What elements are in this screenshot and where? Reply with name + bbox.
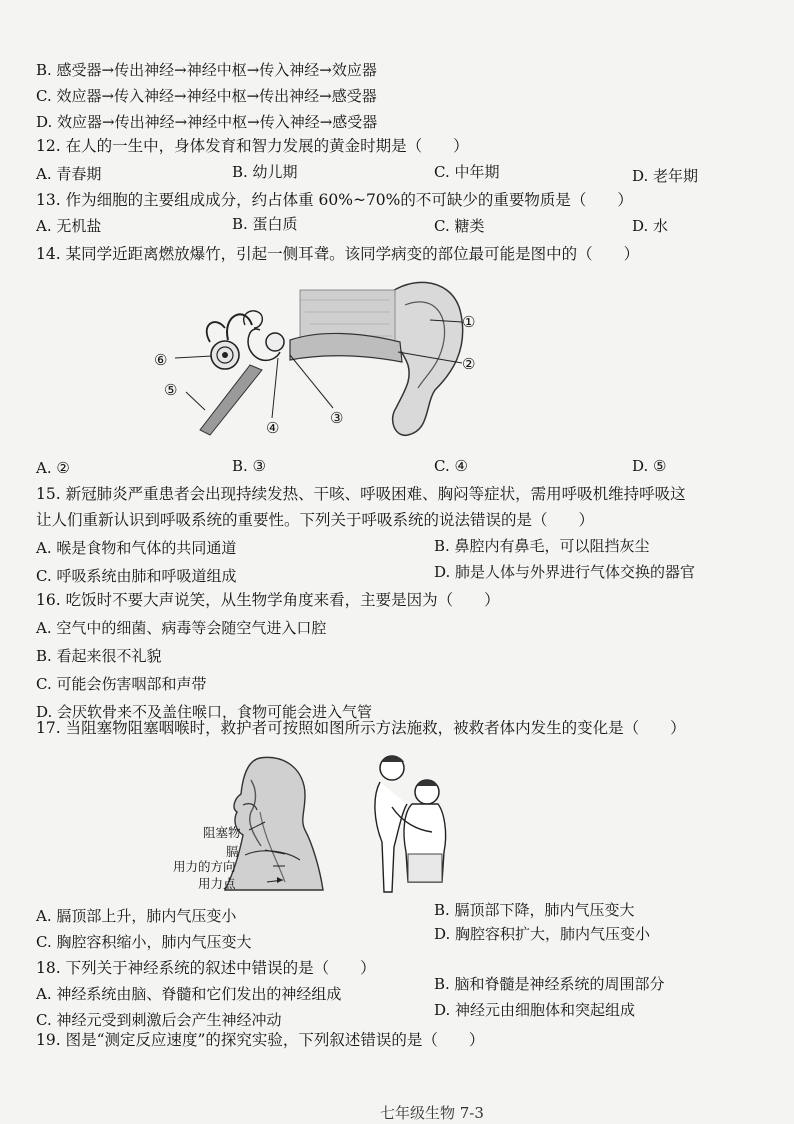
- q17-option-d: D. 胸腔容积扩大，肺内气压变小: [434, 925, 651, 943]
- q18-option-c: C. 神经元受到刺激后会产生神经冲动: [36, 1011, 282, 1029]
- q18-option-b: B. 脑和脊髓是神经系统的周围部分: [434, 975, 665, 993]
- q13-option-c: C. 糖类: [434, 217, 485, 235]
- q16-option-c: C. 可能会伤害咽部和声带: [36, 675, 207, 693]
- ear-label-4: ④: [266, 419, 280, 437]
- q12-stem: 12. 在人的一生中，身体发育和智力发展的黄金时期是（ ）: [36, 137, 469, 155]
- ear-label-5: ⑤: [164, 381, 178, 399]
- q17-option-b: B. 膈顶部下降，肺内气压变大: [434, 901, 635, 919]
- q14-option-c: C. ④: [434, 457, 468, 475]
- q18-option-d: D. 神经元由细胞体和突起组成: [434, 1001, 636, 1019]
- page-footer: 七年级生物 7-3: [380, 1104, 484, 1122]
- q12-option-d: D. 老年期: [632, 167, 699, 185]
- heimlich-label-force-direction: 用力的方向: [173, 859, 236, 874]
- heimlich-label-obstruction: 阻塞物: [203, 825, 241, 840]
- q17-option-c: C. 胸腔容积缩小，肺内气压变大: [36, 933, 252, 951]
- q15-option-a: A. 喉是食物和气体的共同通道: [36, 539, 237, 557]
- ear-label-3: ③: [330, 409, 344, 427]
- q17-stem: 17. 当阻塞物阻塞咽喉时，救护者可按照如图所示方法施救，被救者体内发生的变化是（ ）: [36, 719, 686, 737]
- q14-option-b: B. ③: [232, 457, 267, 475]
- q16-option-a: A. 空气中的细菌、病毒等会随空气进入口腔: [36, 619, 327, 637]
- q18-stem: 18. 下列关于神经系统的叙述中错误的是（ ）: [36, 959, 376, 977]
- ear-anatomy-figure: [150, 270, 550, 450]
- heimlich-label-force-point: 用力点: [198, 876, 236, 891]
- q13-option-a: A. 无机盐: [36, 217, 102, 235]
- heimlich-label-diaphragm: 膈: [226, 844, 239, 859]
- q16-option-b: B. 看起来很不礼貌: [36, 647, 162, 665]
- q14-option-a: A. ②: [36, 459, 70, 477]
- q12-option-c: C. 中年期: [434, 163, 500, 181]
- q15-option-d: D. 肺是人体与外界进行气体交换的器官: [434, 563, 696, 581]
- q11-option-b: B. 感受器→传出神经→神经中枢→传入神经→效应器: [36, 61, 377, 79]
- ear-label-2: ②: [462, 355, 476, 373]
- q12-option-b: B. 幼儿期: [232, 163, 298, 181]
- q13-option-b: B. 蛋白质: [232, 215, 298, 233]
- q15-stem-line1: 15. 新冠肺炎严重患者会出现持续发热、干咳、呼吸困难、胸闷等症状，需用呼吸机维持呼吸这: [36, 485, 686, 503]
- q15-option-b: B. 鼻腔内有鼻毛，可以阻挡灰尘: [434, 537, 650, 555]
- q16-option-d: D. 会厌软骨来不及盖住喉口，食物可能会进入气管: [36, 703, 373, 721]
- rescuer-illustration: [362, 752, 462, 894]
- q14-stem: 14. 某同学近距离燃放爆竹，引起一侧耳聋。该同学病变的部位最可能是图中的（ ）: [36, 245, 640, 263]
- q14-option-d: D. ⑤: [632, 457, 667, 475]
- ear-label-1: ①: [462, 313, 476, 331]
- q13-option-d: D. 水: [632, 217, 669, 235]
- q15-option-c: C. 呼吸系统由肺和呼吸道组成: [36, 567, 237, 585]
- q19-stem: 19. 图是“测定反应速度”的探究实验，下列叙述错误的是（ ）: [36, 1031, 485, 1049]
- q13-stem: 13. 作为细胞的主要组成成分，约占体重 60%~70%的不可缺少的重要物质是（ ）: [36, 191, 633, 209]
- q11-option-c: C. 效应器→传入神经→神经中枢→传出神经→感受器: [36, 87, 377, 105]
- q15-stem-line2: 让人们重新认识到呼吸系统的重要性。下列关于呼吸系统的说法错误的是（ ）: [36, 511, 595, 529]
- heimlich-diagram-figure: [165, 750, 335, 898]
- q12-option-a: A. 青春期: [36, 165, 102, 183]
- q18-option-a: A. 神经系统由脑、脊髓和它们发出的神经组成: [36, 985, 342, 1003]
- q17-option-a: A. 膈顶部上升，肺内气压变小: [36, 907, 237, 925]
- q11-option-d: D. 效应器→传出神经→神经中枢→传入神经→感受器: [36, 113, 378, 131]
- ear-label-6: ⑥: [154, 351, 168, 369]
- q16-stem: 16. 吃饭时不要大声说笑，从生物学角度来看，主要是因为（ ）: [36, 591, 500, 609]
